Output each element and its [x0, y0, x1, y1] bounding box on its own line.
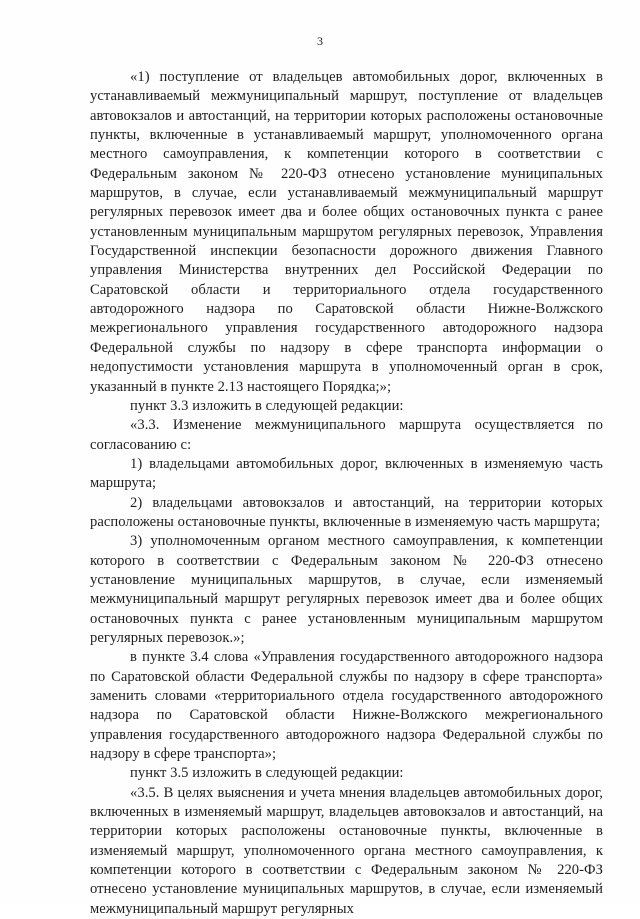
paragraph-clause-3-3-item-1: 1) владельцами автомобильных дорог, включенных в изменяемую часть маршрута; [90, 455, 603, 492]
paragraph-clause-3-3-intro: пункт 3.3 изложить в следующей редакции: [130, 397, 404, 414]
paragraph-clause-3-3: «3.3. Изменение межмуниципального маршрута осуществляется по согласованию с: [90, 417, 603, 453]
paragraph-clause-3-5-intro: пункт 3.5 изложить в следующей редакции: [130, 765, 404, 782]
paragraph-clause-3-5: «3.5. В целях выяснения и учета мнения владельцев автомобильных дорог, включенных в изменяемый маршрут, владельцев автовокзалов и автостанций, на территории которых расположены остановочные пункты, включенные в изменяемый маршрут, уполномоченного органа местного самоуправления, к компетенции которого в соответствии с Федеральным законом № 220-ФЗ отнесено установление муниципальных маршрутов, в случае, если изменяемый межмуниципальный маршрут регулярных [90, 784, 603, 917]
document-body [90, 68, 603, 919]
page-number: 3 [317, 34, 323, 48]
paragraph-item-1-amendment: «1) поступление от владельцев автомобильных дорог, включенных в устанавливаемый межмуниципальный маршрут, поступление от владельцев автовокзалов и автостанций, на территории которых расположены остановочные пункты, включенные в устанавливаемый маршрут, уполномоченного органа местного самоуправления, к компетенции которого в соответствии с Федеральным законом № 220-ФЗ отнесено установление муниципальных маршрутов, в случае, если устанавливаемый межмуниципальный маршрут регулярных перевозок имеет два и более общих остановочных пункта с ранее установленным муниципальным маршрутом регулярных перевозок, Управления Государственной инспекции безопасности дорожного движения Главного управления Министерства внутренних дел Российской Федерации по Саратовской области и территориального отдела государственного автодорожного надзора по Саратовской области Нижне-Волжского межрегионального управления государственного автодорожного надзора Федеральной службы по надзору в сфере транспорта информации о недопустимости установления маршрута в уполномоченный орган в срок, указанный в пункте 2.13 настоящего Порядка;»; [90, 69, 603, 395]
paragraph-clause-3-4-amendment: в пункте 3.4 слова «Управления государственного автодорожного надзора по Саратовской области Федеральной службы по надзору в сфере транспорта» заменить словами «территориального отдела государственного автодорожного надзора по Саратовской области Нижне-Волжского межрегионального управления государственного автодорожного надзора Федеральной службы по надзору в сфере транспорта»; [90, 649, 603, 763]
paragraph-clause-3-3-item-3: 3) уполномоченным органом местного самоуправления, к компетенции которого в соответствии с Федеральным законом № 220-ФЗ отнесено установление муниципальных маршрутов, в случае, если изменяемый межмуниципальный маршрут регулярных перевозок имеет два и более общих остановочных пункта с ранее установленным муниципальным маршрутом регулярных перевозок.»; [90, 533, 603, 646]
paragraph-clause-3-3-item-2: 2) владельцами автовокзалов и автостанций, на территории которых расположены остановочные пункты, включенные в изменяемую часть маршрута; [90, 494, 603, 530]
